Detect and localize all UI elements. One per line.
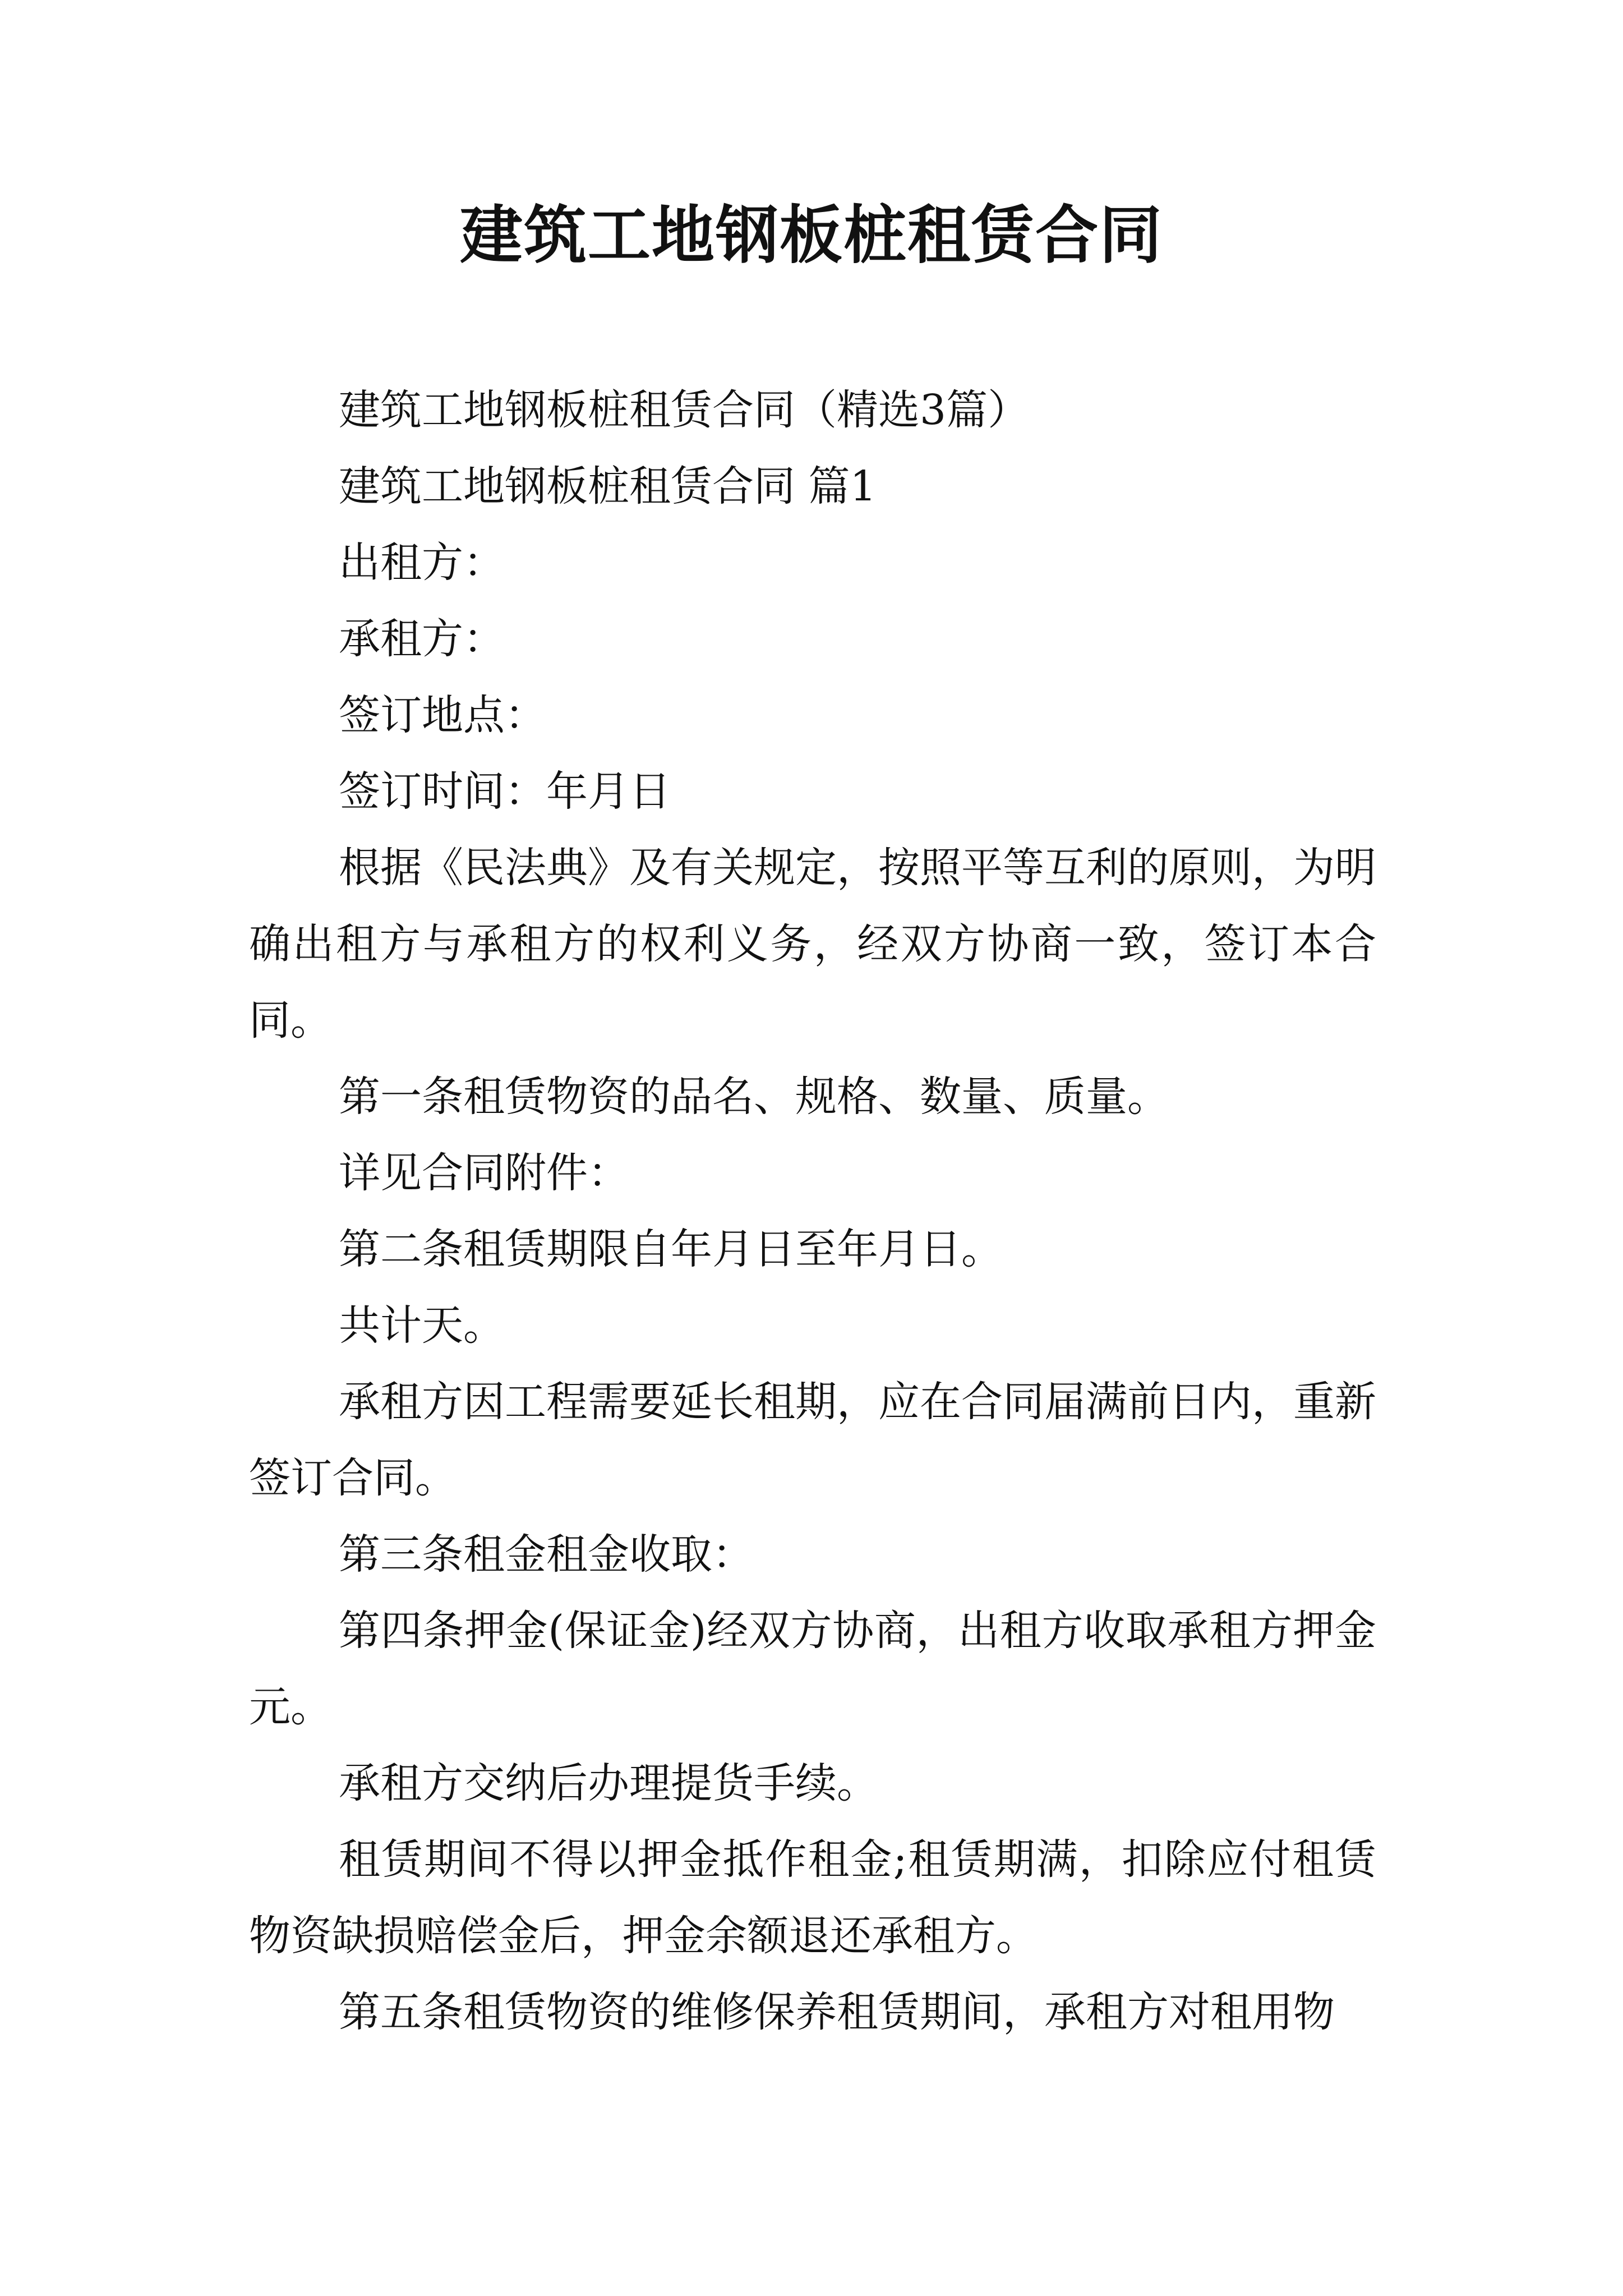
paragraph: 第二条租赁期限自年月日至年月日。 <box>339 1225 1003 1273</box>
paragraph: 出租方： <box>339 539 505 587</box>
paragraph: 承租方因工程需要延长租期，应在合同届满前日内，重新签订合同。 <box>249 1378 1376 1502</box>
paragraph: 共计天。 <box>339 1301 505 1350</box>
paragraph: 详见合同附件： <box>339 1149 629 1197</box>
paragraph: 建筑工地钢板桩租赁合同（精选3篇） <box>339 386 1030 434</box>
paragraph: 第四条押金(保证金)经双方协商，出租方收取承租方押金元。 <box>249 1607 1376 1731</box>
paragraph: 第三条租金租金收取： <box>339 1530 754 1579</box>
paragraph: 建筑工地钢板桩租赁合同 篇1 <box>339 462 877 510</box>
paragraph: 承租方： <box>339 615 505 663</box>
paragraph: 承租方交纳后办理提货手续。 <box>339 1759 878 1807</box>
paragraph: 签订时间：年月日 <box>339 767 671 816</box>
paragraph: 租赁期间不得以押金抵作租金;租赁期满，扣除应付租赁物资缺损赔偿金后，押金余额退还承租方。 <box>249 1835 1376 1960</box>
paragraph: 根据《民法典》及有关规定，按照平等互利的原则，为明确出租方与承租方的权利义务，经双方协商一致，签订本合同。 <box>249 844 1376 1045</box>
document-title: 建筑工地钢板桩租赁合同 <box>460 199 1163 272</box>
paragraph: 签订地点： <box>339 691 546 739</box>
paragraph: 第一条租赁物资的品名、规格、数量、质量。 <box>339 1073 1169 1121</box>
paragraph: 第五条租赁物资的维修保养租赁期间，承租方对租用物 <box>339 1988 1335 2036</box>
document-body <box>249 372 1376 2050</box>
